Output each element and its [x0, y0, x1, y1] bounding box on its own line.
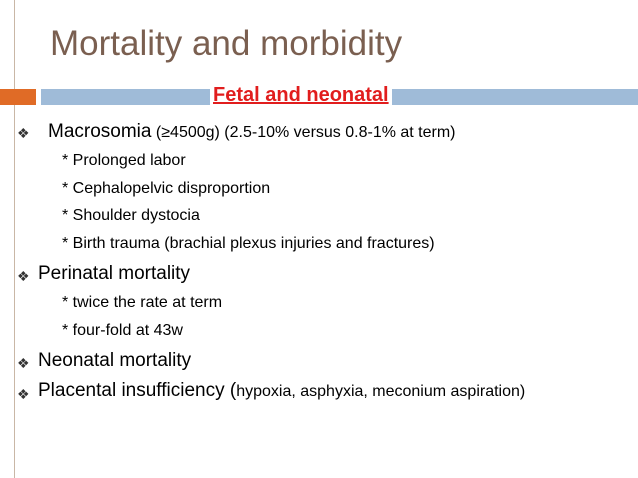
diamond-bullet-icon: ❖ — [17, 125, 30, 141]
accent-bar-orange — [0, 89, 36, 105]
bullet-main-text: Placental insufficiency ( — [38, 380, 237, 401]
diamond-bullet-icon: ❖ — [17, 355, 30, 371]
slide-title: Mortality and morbidity — [50, 24, 403, 63]
sub-item-twice-rate: * twice the rate at term — [62, 294, 223, 311]
bullet-perinatal-mortality: Perinatal mortality — [38, 263, 191, 284]
bullet-detail-text: (≥4500g) (2.5-10% versus 0.8-1% at term) — [151, 124, 456, 141]
sub-item-four-fold: * four-fold at 43w — [62, 322, 183, 339]
diamond-bullet-icon: ❖ — [17, 268, 30, 284]
bullet-neonatal-mortality: Neonatal mortality — [38, 350, 192, 371]
bullet-main-text: Macrosomia — [48, 121, 152, 142]
sub-item-birth-trauma: * Birth trauma (brachial plexus injuries and fractures) — [62, 235, 435, 252]
slide-subtitle: Fetal and neonatal — [210, 84, 392, 107]
sub-item-shoulder-dystocia: * Shoulder dystocia — [62, 207, 200, 224]
bullet-placental-insufficiency — [38, 380, 525, 402]
sub-item-cephalopelvic: * Cephalopelvic disproportion — [62, 180, 271, 197]
sub-item-prolonged-labor: * Prolonged labor — [62, 152, 186, 169]
bullet-macrosomia — [48, 121, 456, 143]
diamond-bullet-icon: ❖ — [17, 386, 30, 402]
slide-frame-line — [14, 0, 15, 478]
bullet-detail-text: hypoxia, asphyxia, meconium aspiration) — [236, 383, 526, 400]
